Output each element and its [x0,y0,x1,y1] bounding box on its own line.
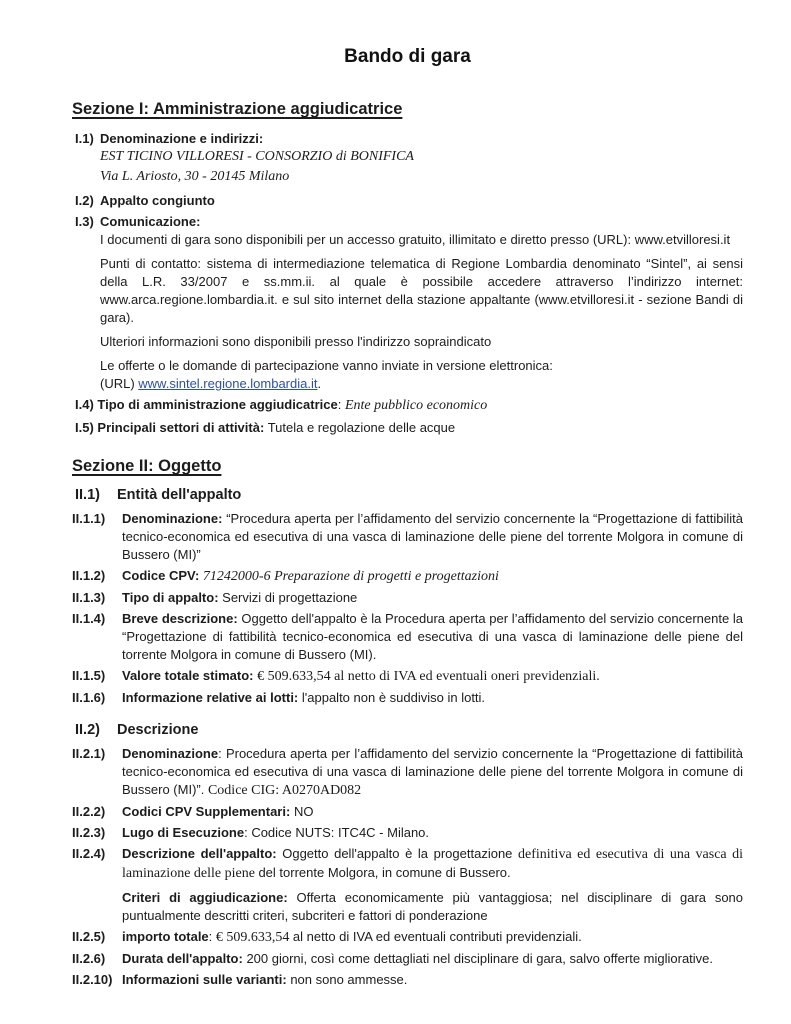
item-II24-description [122,845,743,883]
item-I5-label: Principali settori di attività: [97,420,265,435]
item-II26-number: II.2.6) [72,951,106,966]
item-II11 [72,510,743,564]
contracting-authority-address: Via L. Ariosto, 30 - 20145 Milano [100,169,290,184]
item-II12 [72,567,743,586]
item-I1 [72,130,743,188]
subsection-II2-number: II.2) [75,722,100,738]
item-II11-text: “Procedura aperta per l’affidamento del servizio concernente la “Progettazione di fattibilità tecnico-economica ed esecutiva di una vasca di laminazione delle piene del torrente Molgora in comune di Bussero (MI)” [122,511,743,562]
item-II13-number: II.1.3) [72,590,106,605]
item-II26 [72,950,743,968]
item-II22-label: Codici CPV Supplementari: [122,804,291,819]
item-I5-value: Tutela e regolazione delle acque [267,420,456,435]
item-II14-number: II.1.4) [72,611,106,626]
item-II24-text-sans2: del torrente Molgora, in comune di Bussero. [258,865,511,880]
communication-paragraph-contacts: Punti di contatto: sistema di intermediazione telematica di Regione Lombardia denominato “Sintel”, ai sensi della L.R. 33/2007 e ss.mm.ii. al quale è possibile accedere attraverso l’indirizzo internet: www.arca.regione.lombardia.it. e sul sito internet della stazione appaltante (www.etvilloresi.it - sezione Bandi di gara). [100,256,743,325]
sintel-link[interactable]: www.sintel.regione.lombardia.it [138,376,318,391]
item-I4 [72,396,743,415]
item-II21 [72,745,743,800]
item-II210 [72,971,743,989]
item-II14-label: Breve descrizione: [122,611,238,626]
item-I4-separator: : [337,397,345,412]
item-II21-separator: : [218,746,226,761]
subsection-II1-title: Entità dell'appalto [117,487,242,503]
subsection-II2-heading [72,720,743,740]
item-II24 [72,845,743,925]
item-II13 [72,589,743,607]
item-II15 [72,667,743,686]
item-I2 [72,192,743,210]
item-II25-number: II.2.5) [72,929,106,944]
item-II25-separator: : [208,929,216,944]
item-II24-number: II.2.4) [72,846,106,861]
item-I4-label: Tipo di amministrazione aggiudicatrice [97,397,338,412]
subsection-II1-heading [72,485,743,505]
item-I5 [72,419,743,437]
subsection-II1-number: II.1) [75,487,100,503]
item-II24-text-serif: definitiva ed esecutiva di una vasca di laminazione delle piene [122,847,744,881]
item-II26-value: 200 giorni, così come dettagliati nel disciplinare di gara, salvo offerte migliorative. [246,951,714,966]
item-II15-value: € 509.633,54 al netto di IVA ed eventuali oneri previdenziali. [257,669,600,684]
item-II15-number: II.1.5) [72,668,106,683]
item-II23-value: Codice NUTS: ITC4C - Milano. [251,825,430,840]
item-II21-cig: Codice CIG: A0270AD082 [207,783,362,798]
item-II24-award-criteria [122,889,743,925]
item-II14 [72,610,743,664]
item-II25 [72,928,743,947]
item-I1-number: I.1) [75,131,94,146]
item-I2-number: I.2) [75,193,94,208]
item-II22 [72,803,743,821]
item-II23 [72,824,743,842]
item-II21-number: II.2.1) [72,746,106,761]
item-II11-number: II.1.1) [72,511,106,526]
item-II16-value: l'appalto non è suddiviso in lotti. [301,690,486,705]
section1-heading: Sezione I: Amministrazione aggiudicatrice [72,100,403,118]
offers-text: Le offerte o le domande di partecipazione vanno inviate in versione elettronica: [100,358,553,373]
item-II22-number: II.2.2) [72,804,106,819]
item-II14-text: Oggetto dell'appalto è la Procedura aperta per l’affidamento del servizio concernente la “Progettazione di fattibilità tecnico-economica ed esecutiva di una vasca di laminazione delle piene del torrente Molgora in comune di Bussero (MI). [122,611,743,662]
item-II16-label: Informazione relative ai lotti: [122,690,299,705]
item-II22-value: NO [293,804,314,819]
item-II21-label: Denominazione [122,746,219,761]
item-II13-value: Servizi di progettazione [222,590,358,605]
item-I2-label: Appalto congiunto [100,193,215,208]
item-II12-value: 71242000-6 Preparazione di progetti e progettazioni [202,569,499,584]
subsection-II2-title: Descrizione [117,722,199,738]
item-II15-label: Valore totale stimato: [122,668,254,683]
item-I3-label: Comunicazione: [100,214,201,229]
contracting-authority-name: EST TICINO VILLORESI - CONSORZIO di BONIFICA [100,149,414,164]
item-II25-rest: al netto di IVA ed eventuali contributi previdenziali. [292,929,582,944]
url-suffix: . [317,376,322,391]
award-criteria-text: Offerta economicamente più vantaggiosa; nel disciplinare di gara sono puntualmente descritti criteri, subcriteri e fattori di ponderazione [122,890,744,923]
item-I5-number: I.5) [75,420,94,435]
item-II23-separator: : [244,825,252,840]
item-II11-label: Denominazione: [122,511,223,526]
item-II16-number: II.1.6) [72,690,106,705]
item-II13-label: Tipo di appalto: [122,590,219,605]
document-title: Bando di gara [344,46,471,67]
item-II12-label: Codice CPV: [122,568,200,583]
section2-heading: Sezione II: Oggetto [72,457,222,475]
item-II23-label: Lugo di Esecuzione [122,825,245,840]
communication-paragraph-further-info: Ulteriori informazioni sono disponibili presso l'indirizzo sopraindicato [100,334,492,349]
item-II23-number: II.2.3) [72,825,106,840]
communication-paragraph-documents: I documenti di gara sono disponibili per un accesso gratuito, illimitato e diretto presso (URL): www.etvilloresi.it [100,232,731,247]
item-II21-text: Procedura aperta per l’affidamento del servizio concernente la “Progettazione di fattibilità tecnico-economica ed esecutiva di una vasca di laminazione delle piene del torrente Molgora in comune di Bussero (MI)”. [122,746,743,797]
item-I3-number: I.3) [75,214,94,229]
item-II26-label: Durata dell'appalto: [122,951,243,966]
item-II24-text-sans1: Oggetto dell'appalto è la progettazione [282,846,519,861]
item-I4-number: I.4) [75,397,94,412]
item-II25-label: importo totale [122,929,209,944]
url-prefix: (URL) [100,376,139,391]
item-II25-amount: € 509.633,54 [215,930,293,945]
item-II210-label: Informazioni sulle varianti: [122,972,287,987]
item-II12-number: II.1.2) [72,568,106,583]
item-I1-label: Denominazione e indirizzi: [100,131,264,146]
item-II16 [72,689,743,707]
item-II210-value: non sono ammesse. [290,972,408,987]
item-I3 [72,213,743,393]
item-II210-number: II.2.10) [72,972,113,987]
item-II24-label: Descrizione dell'appalto: [122,846,277,861]
award-criteria-label: Criteri di aggiudicazione: [122,890,288,905]
communication-paragraph-offers [100,357,743,393]
item-I4-value: Ente pubblico economico [344,398,488,413]
